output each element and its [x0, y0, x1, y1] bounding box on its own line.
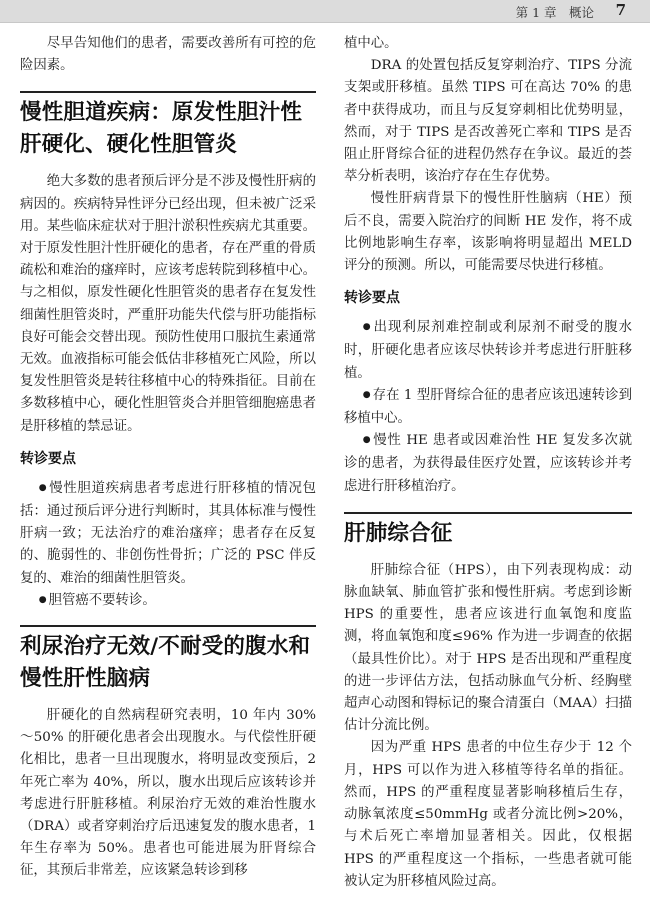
- hepatic-encephalopathy-paragraph: 慢性肝病背景下的慢性肝性脑病（HE）预后不良，需要入院治疗的间断 HE 发作，将不成比例地影响生存率，该影响将明显超出 MELD 评分的预测。所以，可能需要尽快进行移植。: [344, 191, 632, 274]
- continued-text: 植中心。: [344, 36, 398, 51]
- referral-points-heading: 转诊要点: [20, 450, 76, 467]
- right-column: [344, 33, 632, 893]
- chapter-label: 第 1 章 概论: [515, 5, 594, 20]
- left-column: [20, 33, 316, 883]
- list-item: ● 出现利尿剂难控制或利尿剂不耐受的腹水时，肝硬化患者应该尽快转诊并考虑进行肝脏移植。: [344, 320, 632, 381]
- section-title-chronic-biliary: 慢性胆道疾病：原发性胆汁性肝硬化、硬化性胆管炎: [20, 91, 316, 161]
- list-item: ● 慢性胆道疾病患者考虑进行肝移植的情况包括：通过预后评分进行判断时，其具体标准与慢性肝病一致；无法治疗的难治瘙痒；患者存在反复的、脆弱性的、非创伤性骨折；广泛的 PSC 伴反复的、难治的细菌性胆管炎。: [20, 480, 317, 586]
- list-item: ● 存在 1 型肝肾综合征的患者应该迅速转诊到移植中心。: [344, 387, 632, 427]
- dra-paragraph: DRA 的处置包括反复穿刺治疗、TIPS 分流支架或肝移植。虽然 TIPS 可在高达 70% 的患者中获得成功，而且与反复穿刺相比优势明显，然而，对于 TIPS 是否改善死亡率和 TIPS 是否阻止肝肾综合征的进程仍然存在争议。最近的荟萃分析表明，该治疗存在生存优势。: [344, 58, 632, 185]
- page-number: 7: [615, 1, 626, 19]
- list-item: ● 慢性 HE 患者或因难治性 HE 复发多次就诊的患者，为获得最佳医疗处置，应该转诊并考虑进行肝移植治疗。: [344, 433, 632, 494]
- ascites-paragraph: 肝硬化的自然病程研究表明，10 年内 30%～50% 的肝硬化患者会出现腹水。与代偿性肝硬化相比，患者一旦出现腹水，将明显改变预后，2 年死亡率为 40%，所以，腹水出现后应该转诊并考虑进行肝脏移植。利尿治疗无效的难治性腹水（DRA）或者穿刺治疗后迅速复发的腹水患者，1 年生存率为 50%。患者也可能进展为肝肾综合征，其预后非常差，应该紧急转诊到移: [20, 708, 316, 879]
- hps-survival-paragraph: 因为严重 HPS 患者的中位生存少于 12 个月，HPS 可以作为进入移植等待名单的指征。然而，HPS 的严重程度显著影响移植后生存，动脉氧浓度≤50mmHg 或者分流比例>20%，与术后死亡率增加显著相关。因此，仅根据 HPS 的严重程度这一个指标，一些患者就可能被认定为肝移植风险过高。: [344, 740, 632, 889]
- referral-points-heading: 转诊要点: [344, 290, 400, 307]
- list-item: ● 胆管癌不要转诊。: [38, 592, 156, 608]
- referral-points-list: [344, 317, 632, 498]
- intro-paragraph: 尽早告知他们的患者，需要改善所有可控的危险因素。: [20, 36, 316, 74]
- section-title-ascites: 利尿治疗无效/不耐受的腹水和慢性肝性脑病: [20, 625, 316, 695]
- referral-points-list: [20, 478, 316, 613]
- chronic-biliary-paragraph: 绝大多数的患者预后评分是不涉及慢性肝病的病因的。疾病特异性评分已经出现，但未被广泛采用。某些临床症状对于胆汁淤积性疾病尤其重要。对于原发性胆汁性肝硬化的患者，存在严重的骨质疏松和难治的瘙痒时，应该考虑转院到移植中心。与之相似，原发性硬化性胆管炎的患者存在复发性细菌性胆管炎时，严重肝功能失代偿与肝功能指标良好可能会交替出现。预防性使用口服抗生素通常无效。血液指标可能会低估非移植死亡风险，所以复发性胆管炎是转往移植中心的特殊指征。目前在多数移植中心，硬化性胆管炎合并胆管细胞癌患者是肝移植的禁忌证。: [20, 174, 316, 434]
- hps-paragraph: 肝肺综合征（HPS），由下列表现构成：动脉血缺氧、肺血管扩张和慢性肝病。考虑到诊断 HPS 的重要性，患者应该进行血氧饱和度监测，将血氧饱和度≤96% 作为进一步调查的依据（最具性价比）。对于 HPS 是否出现和严重程度的进一步评估方法，包括动脉血气分析、经胸壁超声心动图和锝标记的聚合清蛋白（MAA）扫描估计分流比例。: [344, 562, 632, 734]
- running-header: [0, 0, 650, 23]
- section-title-hps: 肝肺综合征: [344, 512, 632, 550]
